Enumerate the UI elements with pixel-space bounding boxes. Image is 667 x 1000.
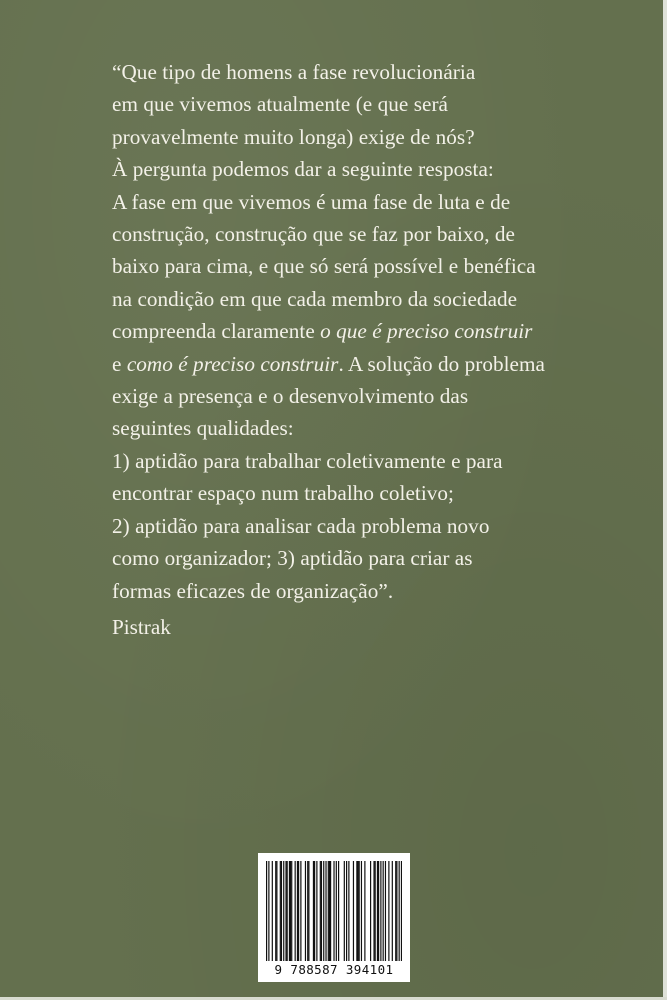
barcode-bar	[287, 861, 288, 961]
barcode-bar	[320, 861, 321, 961]
quote-line	[112, 380, 632, 412]
barcode-bar	[329, 861, 330, 961]
barcode-bar	[300, 861, 301, 961]
quote-line	[112, 445, 632, 477]
barcode-bar	[280, 861, 281, 961]
barcode-bar	[290, 861, 291, 961]
quote-line-text: . A solução do problema	[338, 351, 546, 376]
quote-line	[112, 218, 632, 250]
isbn-number: 9 788587 394101	[274, 962, 394, 977]
barcode-bar	[276, 861, 277, 961]
barcode-bar	[385, 861, 386, 961]
quote-line	[112, 250, 632, 282]
isbn-barcode	[258, 853, 410, 982]
barcode-bar	[268, 861, 269, 961]
barcode-bar	[364, 861, 365, 961]
barcode-bar	[338, 861, 339, 961]
quote-line	[112, 412, 632, 444]
barcode-bar	[344, 861, 345, 961]
barcode-bars	[266, 861, 402, 961]
barcode-bar	[356, 861, 357, 961]
barcode-bar	[325, 861, 326, 961]
barcode-bar	[375, 861, 376, 961]
barcode-bar	[323, 861, 324, 961]
quote-italic-text: o que é preciso construir	[320, 319, 533, 344]
quote-line-text: A fase em que vivemos é uma fase de luta e de	[112, 189, 511, 214]
quote-text	[112, 56, 632, 607]
barcode-bar	[361, 861, 362, 961]
quote-line-text: À pergunta podemos dar a seguinte resposta:	[112, 157, 494, 182]
barcode-bar	[333, 861, 334, 961]
barcode-bar	[281, 861, 282, 961]
barcode-bar	[291, 861, 292, 961]
quote-line	[112, 542, 632, 574]
quote-line	[112, 315, 632, 347]
barcode-bar	[392, 861, 393, 961]
barcode-bar	[359, 861, 360, 961]
barcode-bar	[283, 861, 284, 961]
barcode-bar	[314, 861, 315, 961]
barcode-bar	[298, 861, 299, 961]
barcode-bar	[297, 861, 298, 961]
quote-line	[112, 575, 632, 607]
barcode-bar	[388, 861, 389, 961]
quote-line-text: 2) aptidão para analisar cada problema novo	[112, 513, 490, 538]
quote-line	[112, 186, 632, 218]
barcode-bar	[330, 861, 331, 961]
quote-italic-text: como é preciso construir	[126, 351, 339, 376]
author-name: Pistrak	[112, 615, 171, 639]
barcode-bar	[275, 861, 276, 961]
quote-line-text: provavelmente muito longa) exige de nós?	[112, 124, 475, 149]
quote-line-text: “Que tipo de homens a fase revolucionária	[112, 60, 476, 84]
barcode-bar	[295, 861, 296, 961]
barcode-bar	[272, 861, 273, 961]
quote-line	[112, 283, 632, 315]
barcode-bar	[399, 861, 400, 961]
quote-line-text: baixo para cima, e que só será possível e benéfica	[112, 254, 536, 279]
quote-line-text: na condição em que cada membro da sociedade	[112, 286, 518, 311]
quote-line	[112, 348, 632, 380]
barcode-bar	[401, 861, 402, 961]
barcode-bar	[373, 861, 374, 961]
barcode-bar	[313, 861, 314, 961]
quote-line	[112, 88, 632, 120]
barcode-bar	[336, 861, 337, 961]
barcode-bar	[380, 861, 381, 961]
quote-line-text: em que vivemos atualmente (e que será	[112, 92, 449, 117]
barcode-bar	[378, 861, 379, 961]
quote-line-text: e	[112, 351, 127, 376]
quote-line-text: como organizador; 3) aptidão para criar as	[112, 546, 473, 571]
barcode-bar	[305, 861, 306, 961]
barcode-bar	[370, 861, 371, 961]
barcode-bar	[285, 861, 286, 961]
barcode-bar	[307, 861, 308, 961]
barcode-bar	[383, 861, 384, 961]
quote-line-text: compreenda claramente	[112, 319, 321, 344]
barcode-bar	[266, 861, 267, 961]
barcode-bar	[328, 861, 329, 961]
quote-line-text: formas eficazes de organização”.	[112, 578, 394, 603]
barcode-bar	[316, 861, 317, 961]
barcode-bar	[321, 861, 322, 961]
quote-line	[112, 510, 632, 542]
barcode-bar	[377, 861, 378, 961]
barcode-bar	[308, 861, 309, 961]
quote-line-text: construção, construção que se faz por baixo, de	[112, 222, 515, 247]
quote-line-text: exige a presença e o desenvolvimento das	[112, 384, 469, 409]
barcode-bar	[357, 861, 358, 961]
quote-line	[112, 153, 632, 185]
barcode-bar	[396, 861, 397, 961]
quote-line-text: encontrar espaço num trabalho coletivo;	[112, 481, 454, 506]
barcode-bar	[346, 861, 347, 961]
quote-line	[112, 477, 632, 509]
quote-line	[112, 56, 632, 88]
quote-line-text: seguintes qualidades:	[112, 416, 294, 441]
barcode-bar	[353, 861, 354, 961]
barcode-bar	[348, 861, 349, 961]
barcode-bar	[289, 861, 290, 961]
quote-line-text: 1) aptidão para trabalhar coletivamente e para	[112, 448, 503, 473]
barcode-bar	[395, 861, 396, 961]
quote-line	[112, 121, 632, 153]
page-edge	[663, 0, 667, 1000]
